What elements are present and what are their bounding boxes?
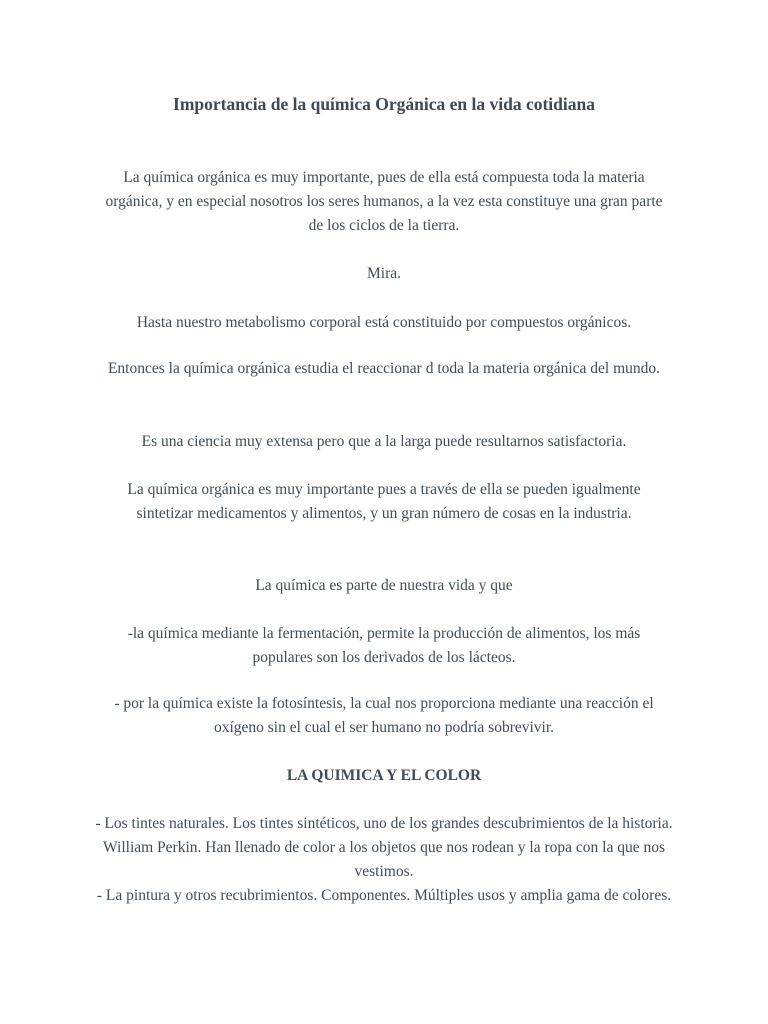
paragraph: -la química mediante la fermentación, permite la producción de alimentos, los más populares son los derivados de los lácteos. <box>127 625 641 666</box>
section-body <box>94 812 674 908</box>
paragraph: Es una ciencia muy extensa pero que a la larga puede resultarnos satisfactoria. <box>141 433 627 450</box>
section-line: - Los tintes naturales. Los tintes sintéticos, uno de los grandes descubrimientos de la historia. William Perkin. Han llenado de color a los objetos que nos rodean y la ropa con la que nos vestimos. <box>95 815 673 880</box>
paragraph: La química orgánica es muy importante, pues de ella está compuesta toda la materia orgánica, y en especial nosotros los seres humanos, a la vez esta constituye una gran parte de los ciclos de la tierra. <box>105 169 663 234</box>
paragraph: - por la química existe la fotosíntesis, la cual nos proporciona mediante una reacción el oxígeno sin el cual el ser humano no podría sobrevivir. <box>114 695 654 736</box>
paragraph: Hasta nuestro metabolismo corporal está constituido por compuestos orgánicos. <box>136 314 632 331</box>
document-title: Importancia de la química Orgánica en la vida cotidiana <box>173 94 595 114</box>
section-line: - La pintura y otros recubrimientos. Componentes. Múltiples usos y amplia gama de colores. <box>96 887 672 904</box>
section-heading: LA QUIMICA Y EL COLOR <box>286 767 482 784</box>
paragraph: La química orgánica es muy importante pues a través de ella se pueden igualmente sintetizar medicamentos y alimentos, y un gran número de cosas en la industria. <box>127 481 641 522</box>
paragraph: La química es parte de nuestra vida y que <box>255 577 513 594</box>
paragraph: Entonces la química orgánica estudia el reaccionar d toda la materia orgánica del mundo. <box>107 360 661 377</box>
paragraph: Mira. <box>366 265 401 282</box>
